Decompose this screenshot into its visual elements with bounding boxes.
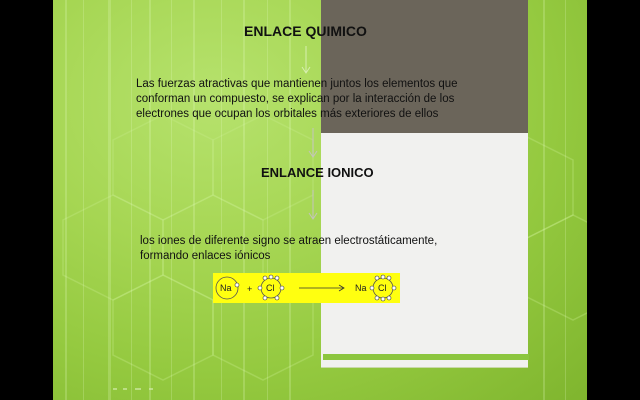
connector-arrow-icon — [308, 190, 318, 222]
connector-arrow-icon — [308, 128, 318, 160]
product-1-label: Na — [355, 283, 367, 293]
reactant-2-label: Cl — [266, 283, 275, 293]
intro-line: electrones que ocupan los orbitales más exteriores de ellos — [136, 108, 439, 120]
reactant-1-label: Na — [220, 283, 232, 293]
intro-paragraph — [136, 77, 516, 122]
detail-line: formando enlaces iónicos — [140, 250, 271, 262]
panel-bottom-rule — [321, 367, 528, 368]
ionic-reaction-diagram — [213, 273, 400, 303]
intro-line: Las fuerzas atractivas que mantienen juntos los elementos que — [136, 78, 458, 90]
reaction-drawing — [213, 273, 400, 303]
slide-navigation-marks — [113, 386, 173, 392]
product-2-label: Cl — [378, 283, 387, 293]
section-subtitle: ENLANCE IONICO — [261, 165, 374, 180]
connector-arrow-icon — [301, 46, 311, 76]
detail-paragraph — [140, 234, 500, 264]
intro-line: conforman un compuesto, se explican por la interacción de los — [136, 93, 455, 105]
slide-title: ENLACE QUIMICO — [244, 23, 367, 39]
plus-sign: + — [247, 284, 253, 294]
panel-accent-bar — [323, 354, 529, 360]
detail-line: los iones de diferente signo se atraen electrostáticamente, — [140, 235, 438, 247]
slide — [53, 0, 587, 400]
electron-dot — [235, 283, 239, 287]
